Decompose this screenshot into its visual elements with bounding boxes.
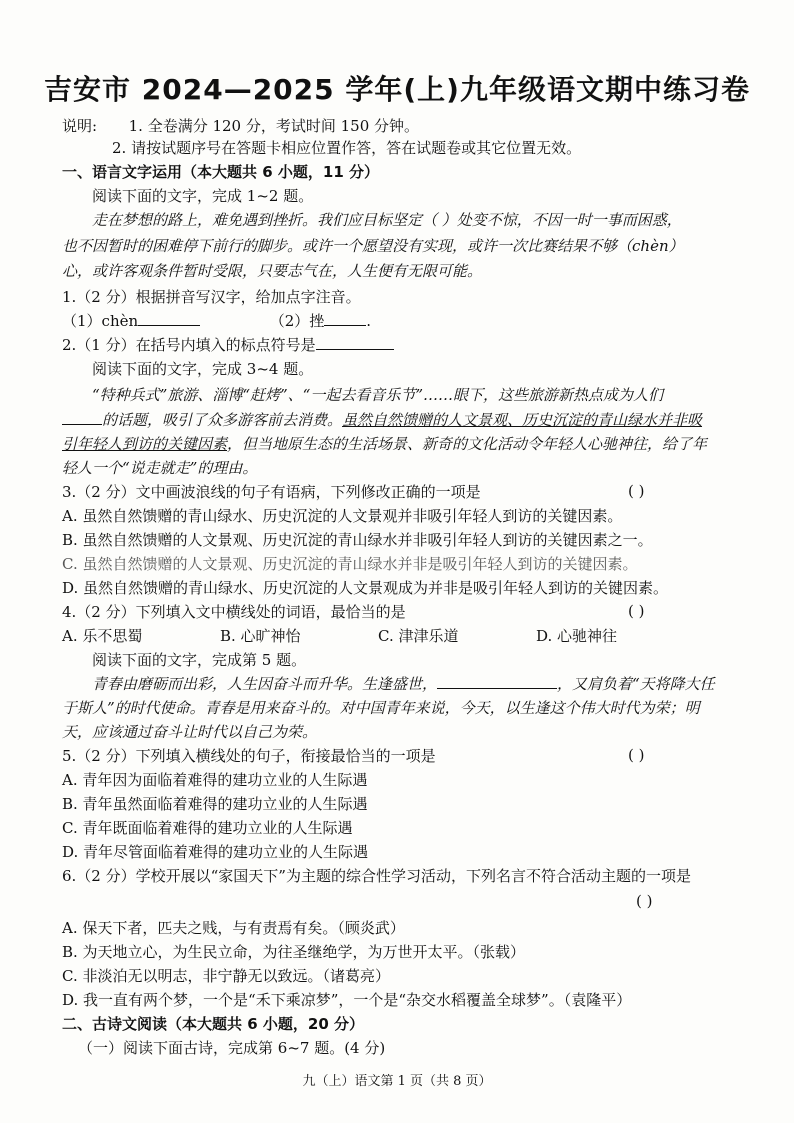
- reading-instruction-2: 阅读下面的文字，完成 3~4 题。: [92, 360, 314, 378]
- passage-1-line-2: 也不因暂时的困难停下前行的脚步。或许一个愿望没有实现，或许一次比赛结果不够（chèn）: [62, 237, 684, 255]
- answer-parens-q3[interactable]: ( ): [628, 482, 645, 500]
- question-1-part-2: （2）挫: [269, 312, 325, 330]
- note-2: 2. 请按试题序号在答题卡相应位置作答，答在试题卷或其它位置无效。: [112, 139, 582, 157]
- passage-2-text: 的话题，吸引了众多游客前去消费。: [102, 411, 343, 429]
- passage-2-line-1: “特种兵式”旅游、淄博“赶烤”、“一起去看音乐节”……眼下，这些旅游新热点成为人们: [92, 386, 664, 404]
- answer-blank-q2[interactable]: [316, 335, 394, 350]
- passage-2-line-2: [62, 410, 702, 430]
- option-4b: B. 心旷神怡: [220, 627, 301, 645]
- option-6d: D. 我一直有两个梦，一个是“禾下乘凉梦”，一个是“杂交水稻覆盖全球梦”。（袁隆平）: [62, 991, 632, 1009]
- passage-2-text-2: ，但当地原生态的生活场景、新奇的文化活动令年轻人心驰神往，给了年: [227, 435, 708, 453]
- option-5d: D. 青年尽管面临着难得的建功立业的人生际遇: [62, 843, 369, 861]
- answer-parens-q4[interactable]: ( ): [628, 602, 645, 620]
- option-6c: C. 非淡泊无以明志，非宁静无以致远。（诸葛亮）: [62, 967, 390, 985]
- question-1-part-1: （1）chèn: [62, 312, 139, 330]
- passage-3-text-1: 青春由磨砺而出彩，人生因奋斗而升华。生逢盛世，: [92, 675, 438, 693]
- question-1: 1.（2 分）根据拼音写汉字，给加点字注音。: [62, 288, 361, 306]
- notes-label: 说明:: [62, 117, 98, 135]
- option-4a: A. 乐不思蜀: [62, 627, 143, 645]
- section-2-subheading: （一）阅读下面古诗，完成第 6~7 题。(4 分): [78, 1039, 386, 1057]
- passage-1-line-3: 心，或许客观条件暂时受限，只要志气在，人生便有无限可能。: [62, 262, 483, 280]
- passage-1-line-1: 走在梦想的路上，难免遇到挫折。我们应目标坚定（ ）处变不惊，不因一时一事而困惑，: [92, 211, 682, 229]
- section-1-heading: 一、语言文字运用（本大题共 6 小题，11 分）: [62, 163, 379, 181]
- option-6a: A. 保天下者，匹夫之贱，与有责焉有矣。（顾炎武）: [62, 919, 405, 937]
- notes-line-1: [62, 116, 419, 136]
- answer-parens-q6[interactable]: ( ): [636, 892, 653, 910]
- note-1: 1. 全卷满分 120 分，考试时间 150 分钟。: [128, 117, 420, 135]
- passage-3-text-2: ，又肩负着“天将降大任: [557, 675, 715, 693]
- answer-parens-q5[interactable]: ( ): [628, 746, 645, 764]
- option-3b: B. 虽然自然馈赠的人文景观、历史沉淀的青山绿水并非吸引年轻人到访的关键因素之一。: [62, 531, 653, 549]
- wavy-underlined-sentence-2: 引年轻人到访的关键因素: [62, 435, 228, 453]
- answer-blank-2[interactable]: [324, 311, 366, 326]
- question-1-items: （1）chèn （2）挫 .: [62, 312, 372, 330]
- option-3c: C. 虽然自然馈赠的人文景观、历史沉淀的青山绿水并非是吸引年轻人到访的关键因素。: [62, 555, 638, 573]
- option-6b: B. 为天地立心，为生民立命，为往圣继绝学，为万世开太平。（张载）: [62, 943, 526, 961]
- passage-3-blank[interactable]: [437, 674, 557, 689]
- option-4d: D. 心驰神往: [536, 627, 618, 645]
- passage-2-line-3: [62, 434, 707, 454]
- page-footer: 九（上）语文第 1 页（共 8 页）: [302, 1074, 492, 1089]
- passage-3-line-1: [92, 674, 715, 694]
- question-4-options: [62, 626, 617, 646]
- passage-blank[interactable]: [62, 410, 102, 425]
- option-5a: A. 青年因为面临着难得的建功立业的人生际遇: [62, 771, 368, 789]
- option-5c: C. 青年既面临着难得的建功立业的人生际遇: [62, 819, 353, 837]
- answer-blank-1[interactable]: [138, 311, 200, 326]
- question-2: [62, 335, 394, 355]
- passage-2-line-4: 轻人一个“说走就走”的理由。: [62, 459, 258, 477]
- section-2-heading: 二、古诗文阅读（本大题共 6 小题，20 分）: [62, 1015, 364, 1033]
- question-6: 6.（2 分）学校开展以“家国天下”为主题的综合性学习活动，下列名言不符合活动主题的一项是: [62, 867, 691, 885]
- wavy-underlined-sentence-1: 虽然自然馈赠的人文景观、历史沉淀的青山绿水并非吸: [342, 411, 703, 429]
- reading-instruction-3: 阅读下面的文字，完成第 5 题。: [92, 651, 307, 669]
- question-5: 5.（2 分）下列填入横线处的句子，衔接最恰当的一项是: [62, 747, 436, 765]
- question-2-text: 2.（1 分）在括号内填入的标点符号是: [62, 336, 316, 354]
- page-title: 吉安市 2024—2025 学年(上)九年级语文期中练习卷: [44, 73, 750, 106]
- question-4: 4.（2 分）下列填入文中横线处的词语，最恰当的是: [62, 603, 406, 621]
- option-5b: B. 青年虽然面临着难得的建功立业的人生际遇: [62, 795, 368, 813]
- reading-instruction-1: 阅读下面的文字，完成 1~2 题。: [92, 187, 314, 205]
- option-3d: D. 虽然自然馈赠的青山绿水、历史沉淀的人文景观成为并非是吸引年轻人到访的关键因素。: [62, 579, 669, 597]
- passage-3-line-2: 于斯人”的时代使命。青春是用来奋斗的。对中国青年来说，今天，以生逢这个伟大时代为荣；明: [62, 699, 700, 717]
- question-3: 3.（2 分）文中画波浪线的句子有语病，下列修改正确的一项是: [62, 483, 481, 501]
- option-4c: C. 津津乐道: [378, 627, 459, 645]
- passage-3-line-3: 天，应该通过奋斗让时代以自己为荣。: [62, 723, 318, 741]
- option-3a: A. 虽然自然馈赠的青山绿水、历史沉淀的人文景观并非吸引年轻人到访的关键因素。: [62, 507, 623, 525]
